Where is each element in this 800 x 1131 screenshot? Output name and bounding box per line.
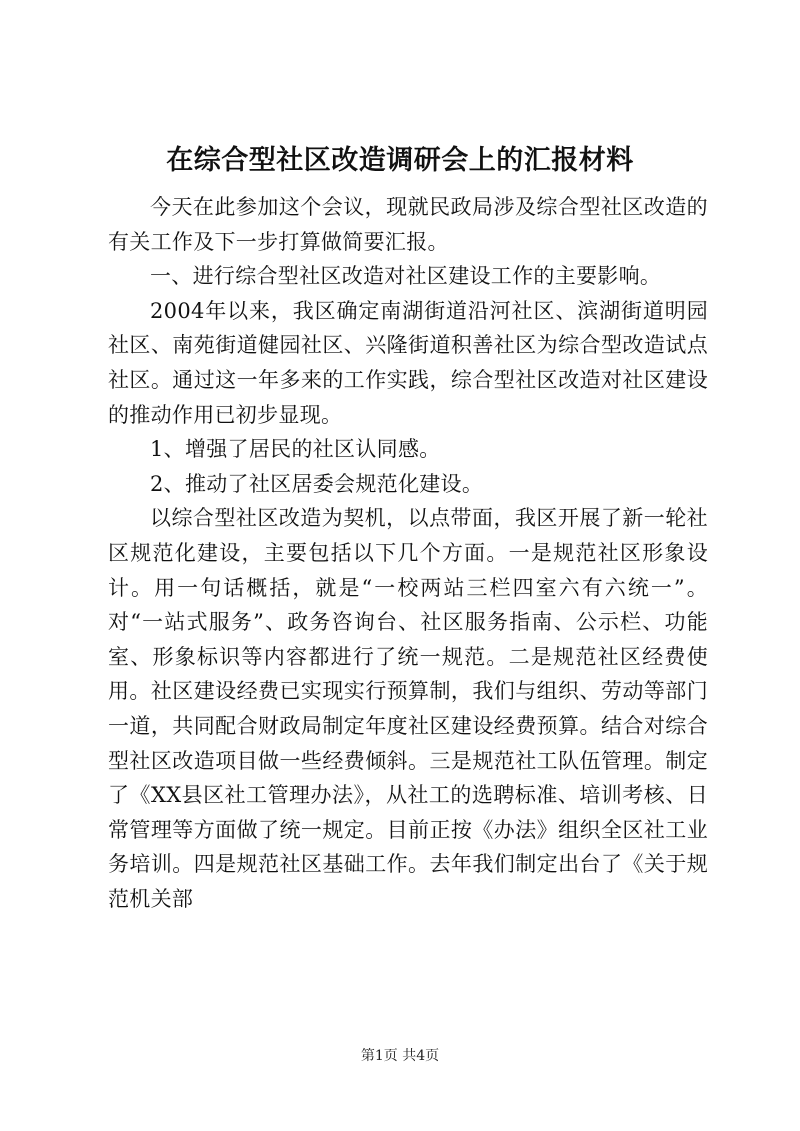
document-title: 在综合型社区改造调研会上的汇报材料: [166, 145, 634, 176]
document-body: [108, 190, 708, 916]
paragraph-point-2: 2、推动了社区居委会规范化建设。: [150, 471, 484, 496]
paragraph-pilot-communities: 2004年以来，我区确定南湖街道沿河社区、滨湖街道明园社区、南苑街道健园社区、兴隆街道积善社区为综合型改造试点社区。通过这一年多来的工作实践，综合型社区改造对社区建设的推动作用已初步显现。: [108, 298, 708, 427]
paragraph-intro: 今天在此参加这个会议，现就民政局涉及综合型社区改造的有关工作及下一步打算做简要汇报。: [108, 195, 708, 254]
page-number-footer: 第1页 共4页: [360, 1048, 440, 1064]
paragraph-heading-1: 一、进行综合型社区改造对社区建设工作的主要影响。: [150, 264, 662, 289]
paragraph-standardization: 以综合型社区改造为契机，以点带面，我区开展了新一轮社区规范化建设，主要包括以下几个方面。一是规范社区形象设计。用一句话概括，就是“一校两站三栏四室六有六统一”。对“一站式服务”、政务咨询台、社区服务指南、公示栏、功能室、形象标识等内容都进行了统一规范。二是规范社区经费使用。社区建设经费已实现实行预算制，我们与组织、劳动等部门一道，共同配合财政局制定年度社区建设经费预算。结合对综合型社区改造项目做一些经费倾斜。三是规范社工队伍管理。制定了《XX县区社工管理办法》，从社工的选聘标准、培训考核、日常管理等方面做了统一规定。目前正按《办法》组织全区社工业务培训。四是规范社区基础工作。去年我们制定出台了《关于规范机关部: [108, 506, 708, 911]
paragraph-point-1: 1、增强了居民的社区认同感。: [150, 437, 441, 462]
